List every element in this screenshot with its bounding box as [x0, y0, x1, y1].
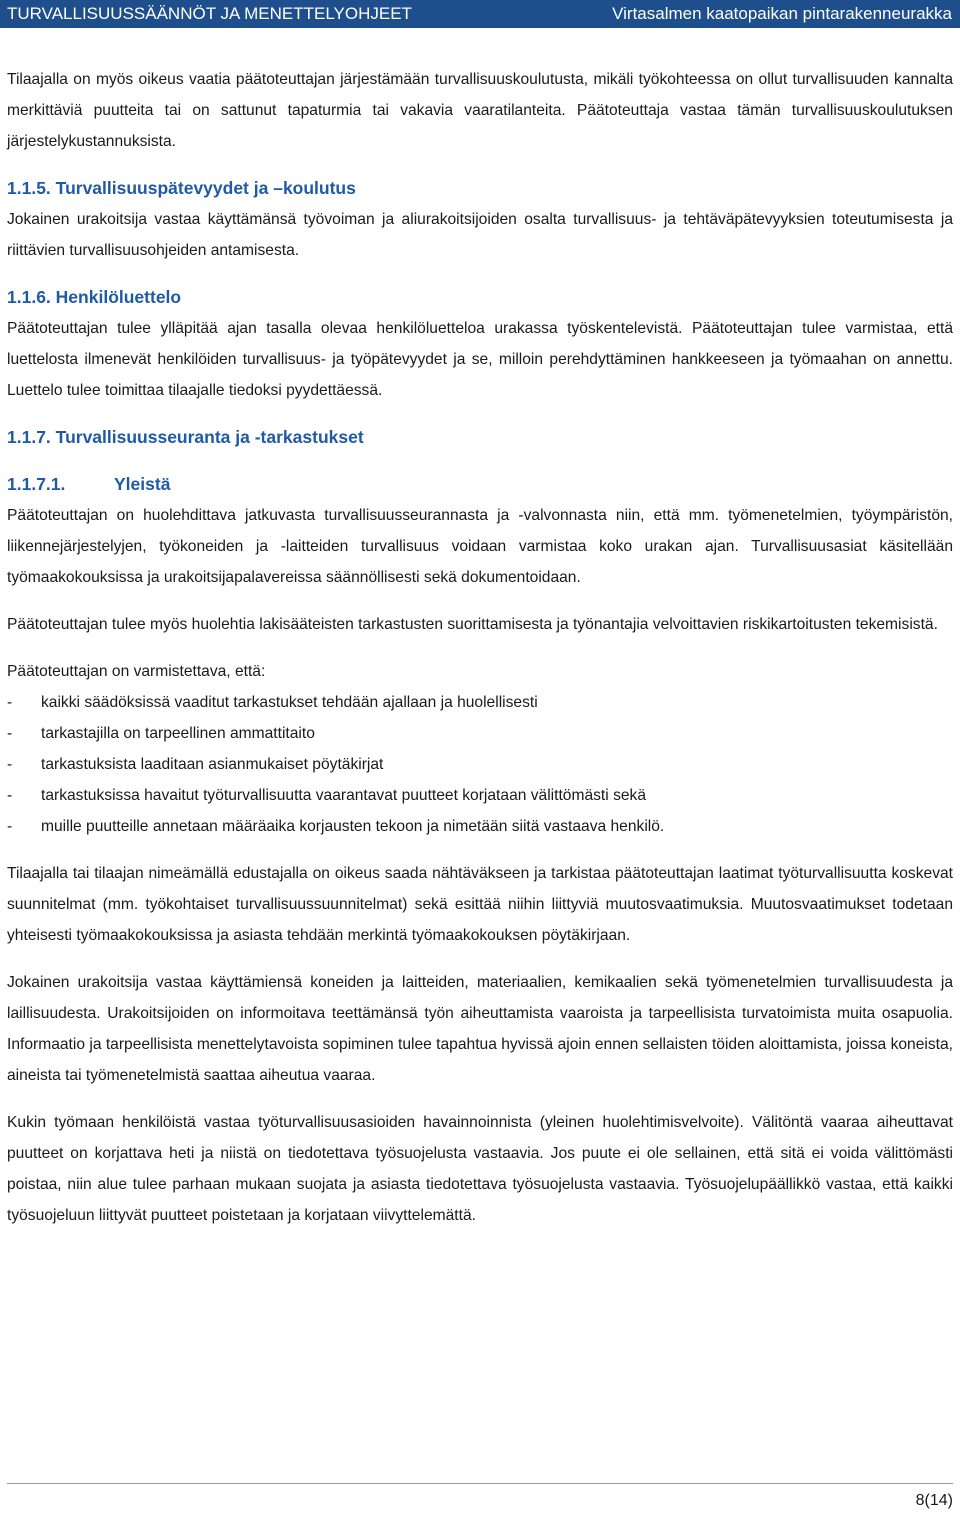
list-item: - kaikki säädöksissä vaaditut tarkastukset tehdään ajallaan ja huolellisesti	[7, 694, 538, 711]
section-1-1-6-body: Päätoteuttajan tulee ylläpitää ajan tasalla olevaa henkilöluetteloa urakassa työskentelevistä. Päätoteuttajan tulee varmistaa, että luettelosta ilmenevät henkilöiden turvallisuus- ja työpätevyydet ja se, milloin perehdyttäminen hankkeeseen ja työmaahan on annettu. Luettelo tulee toimittaa tilaajalle tiedoksi pyydettäessä.	[7, 320, 953, 399]
requirements-list	[7, 687, 953, 842]
section-number: 1.1.5.	[7, 178, 51, 198]
section-title: Turvallisuusseuranta ja -tarkastukset	[55, 427, 364, 447]
header-document-title: TURVALLISUUSSÄÄNNÖT JA MENETTELYOHJEET	[7, 4, 412, 23]
section-title: Henkilöluettelo	[55, 287, 182, 307]
list-item: - tarkastuksista laaditaan asianmukaiset pöytäkirjat	[7, 756, 384, 773]
section-title: Yleistä	[114, 474, 171, 494]
page-number: 8(14)	[915, 1492, 953, 1509]
page-header	[0, 0, 960, 28]
header-project-name: Virtasalmen kaatopaikan pintarakenneurakka	[612, 4, 952, 23]
section-1-1-5-heading	[7, 173, 953, 204]
section-1-1-7-1-heading	[7, 469, 953, 500]
contractor-responsibility-paragraph: Jokainen urakoitsija vastaa käyttämiensä koneiden ja laitteiden, materiaalien, kemikaalien sekä työmenetelmien turvallisuudesta ja laillisuudesta. Urakoitsijoiden on informoitava teettämänsä työn aiheuttamista vaaroista ja tarpeellisista turvatoimista muita osapuolia. Informaatio ja tarpeellisista menettelytavoista sopiminen tulee tapahtua hyvissä ajoin ennen sellaisten töiden aloittamista, joissa koneista, aineista tai työmenetelmistä saattaa aiheutua vaaraa.	[7, 974, 953, 1084]
section-title: Turvallisuuspätevyydet ja –koulutus	[55, 178, 356, 198]
list-intro: Päätoteuttajan on varmistettava, että:	[7, 663, 266, 680]
section-1-1-7-heading	[7, 422, 953, 453]
footer-divider	[7, 1483, 953, 1484]
inspections-paragraph: Päätoteuttajan tulee myös huolehtia lakisääteisten tarkastusten suorittamisesta ja työnantajia velvoittavien riskikartoitusten tekemisistä.	[7, 616, 938, 633]
document-body	[7, 64, 953, 1231]
section-1-1-5-body: Jokainen urakoitsija vastaa käyttämänsä työvoiman ja aliurakoitsijoiden osalta turvallisuus- ja tehtäväpätevyyksien toteutumisesta ja riittävien turvallisuusohjeiden antamisesta.	[7, 211, 953, 259]
section-number: 1.1.7.1.	[7, 474, 66, 494]
section-1-1-6-heading	[7, 282, 953, 313]
monitoring-paragraph: Päätoteuttajan on huolehdittava jatkuvasta turvallisuusseurannasta ja -valvonnasta niin, että mm. työmenetelmien, työympäristön, liikennejärjestelyjen, työkoneiden ja -laitteiden turvallisuus voidaan varmistaa koko urakan ajan. Turvallisuusasiat käsitellään työmaakokouksissa ja urakoitsijapalavereissa säännöllisesti sekä dokumentoidaan.	[7, 507, 953, 586]
list-item: - tarkastajilla on tarpeellinen ammattitaito	[7, 725, 315, 742]
list-item: - muille puutteille annetaan määräaika korjausten tekoon ja nimetään siitä vastaava henkilö.	[7, 818, 665, 835]
section-number: 1.1.7.	[7, 427, 51, 447]
section-number: 1.1.6.	[7, 287, 51, 307]
list-item: - tarkastuksissa havaitut työturvallisuutta vaarantavat puutteet korjataan välittömästi sekä	[7, 787, 647, 804]
client-rights-paragraph: Tilaajalla tai tilaajan nimeämällä edustajalla on oikeus saada nähtäväkseen ja tarkistaa päätoteuttajan laatimat työturvallisuutta koskevat suunnitelmat (mm. työkohtaiset turvallisuussuunnitelmat) sekä esittää niihin liittyviä muutosvaatimuksia. Muutosvaatimukset todetaan yhteisesti työmaakokouksissa ja asiasta tehdään merkintä työmaakokouksen pöytäkirjaan.	[7, 865, 953, 944]
general-duty-paragraph: Kukin työmaan henkilöistä vastaa työturvallisuusasioiden havainnoinnista (yleinen huolehtimisvelvoite). Välitöntä vaaraa aiheuttavat puutteet on korjattava heti ja niistä on tiedotettava työsuojelusta vastaavia. Jos puute ei ole sellainen, että sitä ei voida välittömästi poistaa, niin alue tulee parhaan mukaan suojata ja asiasta tiedotettava työsuojelusta vastaavia. Työsuojelupäällikkö vastaa, että kaikki työsuojeluun liittyvät puutteet poistetaan ja korjataan viivyttelemättä.	[7, 1114, 953, 1224]
intro-paragraph: Tilaajalla on myös oikeus vaatia päätoteuttajan järjestämään turvallisuuskoulutusta, mikäli työkohteessa on ollut turvallisuuden kannalta merkittäviä puutteita tai on sattunut tapaturmia tai vakavia vaaratilanteita. Päätoteuttaja vastaa tämän turvallisuuskoulutuksen järjestelykustannuksista.	[7, 71, 953, 150]
